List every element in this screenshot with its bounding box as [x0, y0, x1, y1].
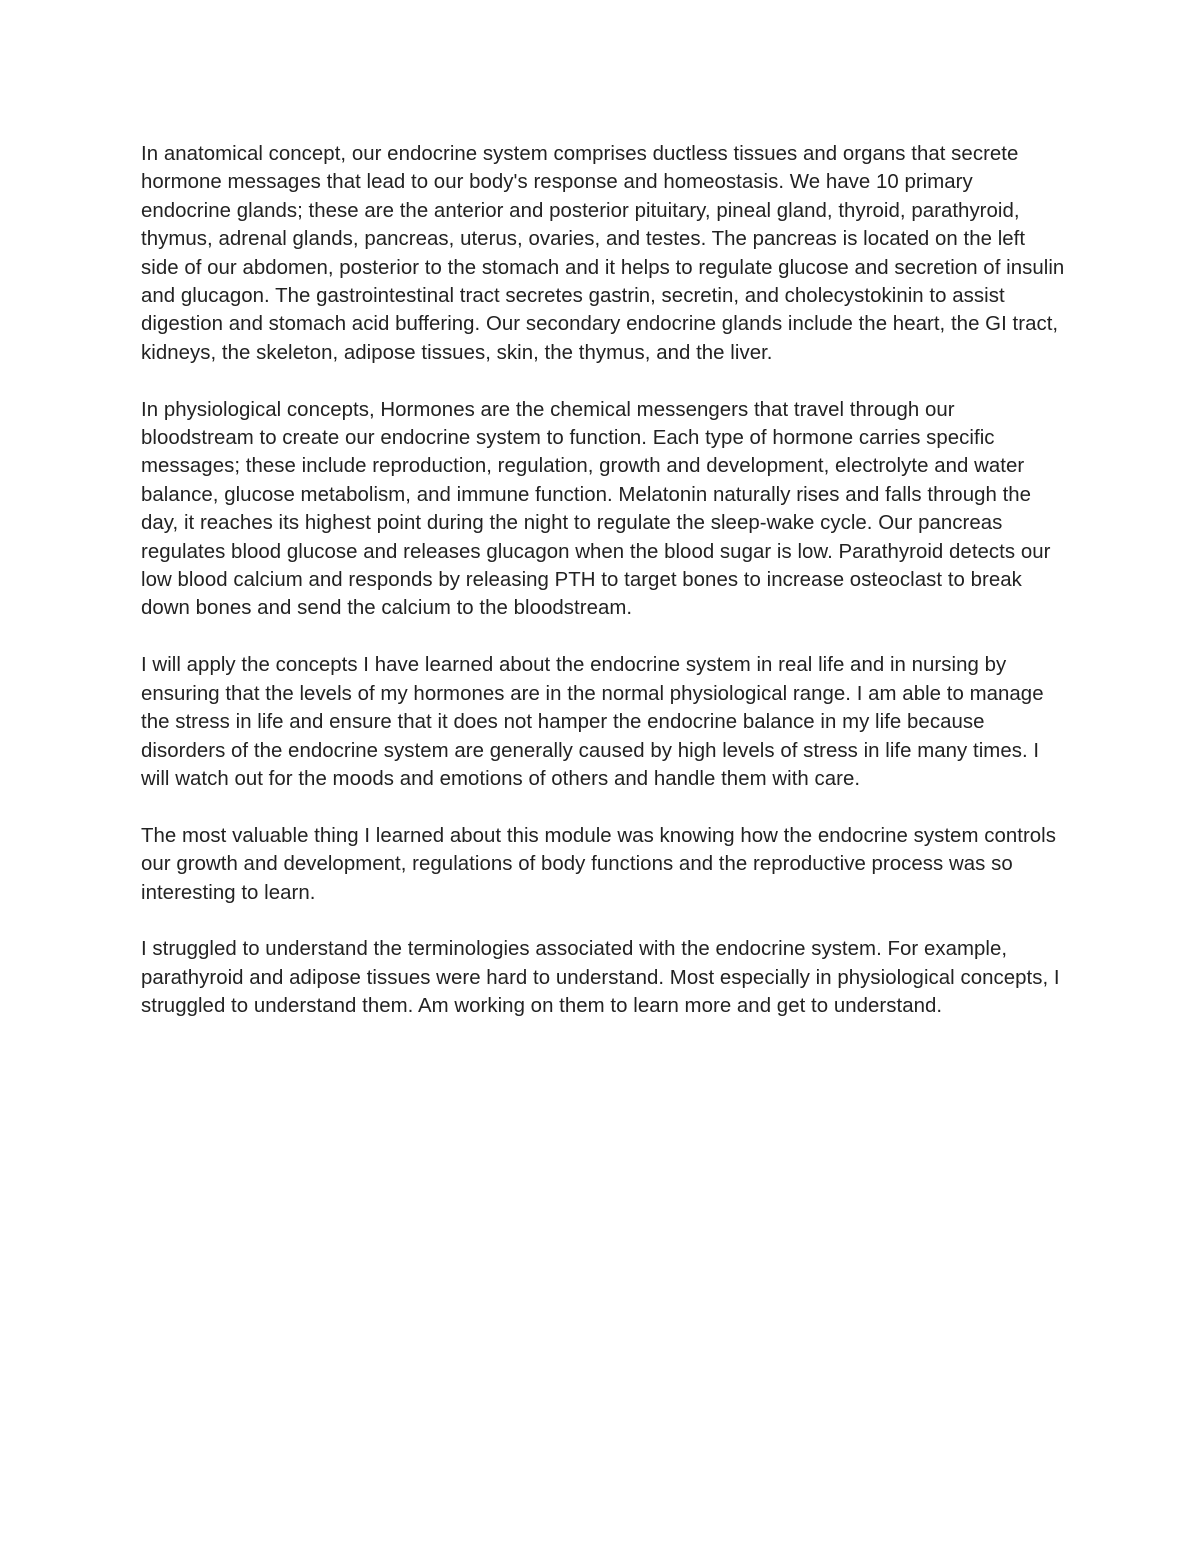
paragraph-anatomical-concept: In anatomical concept, our endocrine system comprises ductless tissues and organs that secrete hormone messages that lead to our body's response and homeostasis. We have 10 primary endocrine glands; these are the anterior and posterior pituitary, pineal gland, thyroid, parathyroid, thymus, adrenal glands, pancreas, uterus, ovaries, and testes. The pancreas is located on the left side of our abdomen, posterior to the stomach and it helps to regulate glucose and secretion of insulin and glucagon. The gastrointestinal tract secretes gastrin, secretin, and cholecystokinin to assist digestion and stomach acid buffering. Our secondary endocrine glands include the heart, the GI tract, kidneys, the skeleton, adipose tissues, skin, the thymus, and the liver. [141, 143, 1065, 364]
document-body [141, 140, 1066, 1021]
paragraph-most-valuable: The most valuable thing I learned about this module was knowing how the endocrine system controls our growth and development, regulations of body functions and the reproductive process was so interesting to learn. [141, 824, 1057, 904]
paragraph-struggles: I struggled to understand the terminologies associated with the endocrine system. For example, parathyroid and adipose tissues were hard to understand. Most especially in physiological concepts, I struggled to understand them. Am working on them to learn more and get to understand. [141, 938, 1060, 1018]
paragraph-application: I will apply the concepts I have learned about the endocrine system in real life and in nursing by ensuring that the levels of my hormones are in the normal physiological range. I am able to manage the stress in life and ensure that it does not hamper the endocrine balance in my life because disorders of the endocrine system are generally caused by high levels of stress in life many times. I will watch out for the moods and emotions of others and handle them with care. [141, 654, 1044, 790]
paragraph-physiological-concepts: In physiological concepts, Hormones are the chemical messengers that travel through our bloodstream to create our endocrine system to function. Each type of hormone carries specific messages; these include reproduction, regulation, growth and development, electrolyte and water balance, glucose metabolism, and immune function. Melatonin naturally rises and falls through the day, it reaches its highest point during the night to regulate the sleep-wake cycle. Our pancreas regulates blood glucose and releases glucagon when the blood sugar is low. Parathyroid detects our low blood calcium and responds by releasing PTH to target bones to increase osteoclast to break down bones and send the calcium to the bloodstream. [141, 398, 1051, 620]
